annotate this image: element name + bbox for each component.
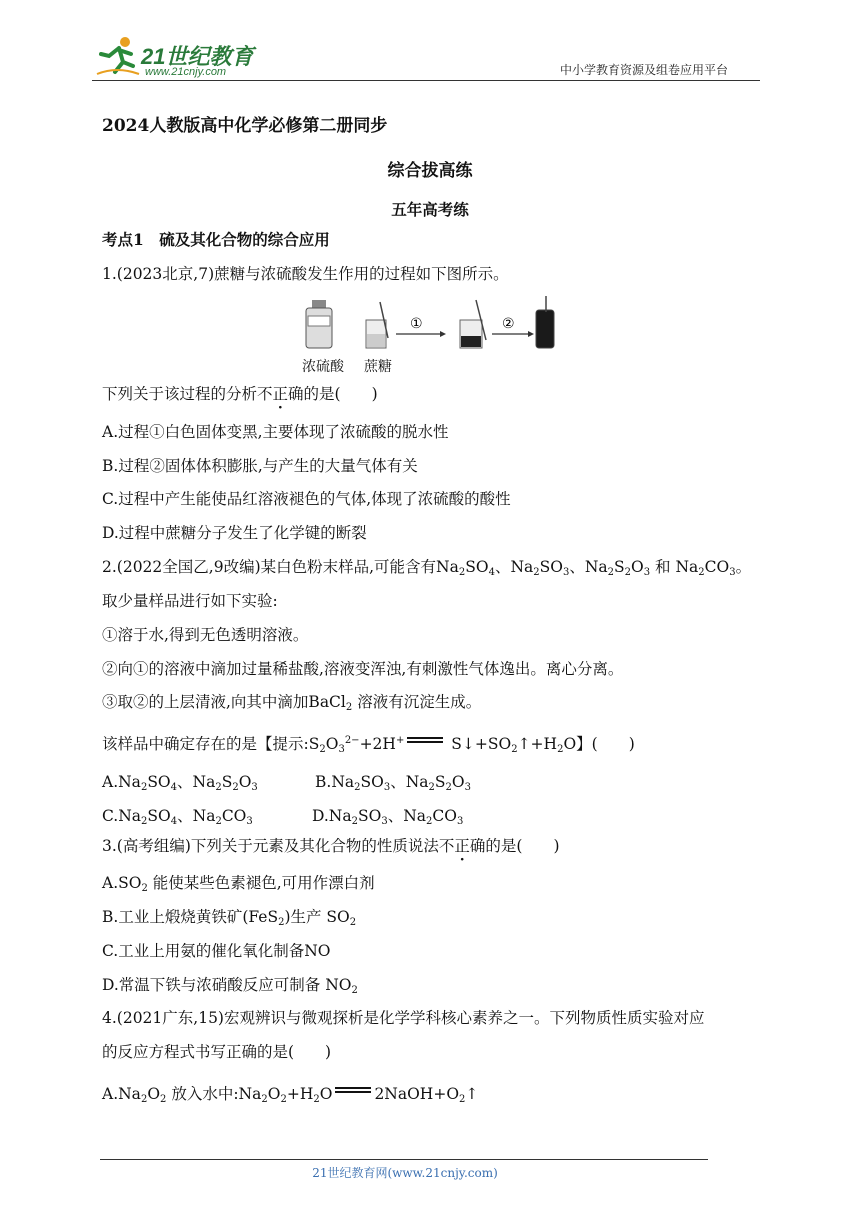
emphasis-not-correct: 不正确 bbox=[257, 385, 304, 403]
section-title: 五年高考练 bbox=[391, 200, 469, 219]
topic-heading: 考点1 硫及其化合物的综合应用 bbox=[102, 230, 330, 249]
q1-stem: 1.(2023北京,7)蔗糖与浓硫酸发生作用的过程如下图所示。 bbox=[102, 265, 509, 283]
q2-step-3: ③取②的上层清液,向其中滴加BaCl$_2$ 溶液有沉淀生成。 bbox=[102, 693, 482, 713]
q2-stem-line1: 2.(2022全国乙,9改编)某白色粉末样品,可能含有$Na_2SO_4$、$Na_2SO_3$、$Na_2S_2O_3$ 和 $Na_2CO_3$。 bbox=[102, 558, 752, 578]
header-logo bbox=[95, 36, 265, 82]
q1-option-a: A.过程①白色固体变黑,主要体现了浓硫酸的脱水性 bbox=[102, 423, 449, 441]
svg-text:①: ① bbox=[410, 316, 423, 332]
q2-step-1: ①溶于水,得到无色透明溶液。 bbox=[102, 626, 309, 644]
q3-option-c: C.工业上用氨的催化氧化制备NO bbox=[102, 942, 331, 960]
q3-stem: 3.(高考组编)下列关于元素及其化合物的性质说法不正确的是( ) bbox=[102, 837, 560, 855]
q1-ask: 下列关于该过程的分析不正确的是( ) bbox=[102, 385, 378, 403]
doc-subtitle: 综合拔高练 bbox=[387, 161, 473, 181]
q4-option-a: $A.Na_2O_2$ 放入水中$:Na_2O_2+H_2O$ $2NaOH+O_2↑$ bbox=[102, 1085, 479, 1105]
q2-step-2: ②向①的溶液中滴加过量稀盐酸,溶液变浑浊,有刺激性气体逸出。离心分离。 bbox=[102, 660, 624, 678]
q3-option-d: D.常温下铁与浓硝酸反应可制备 $NO_2$ bbox=[102, 976, 358, 996]
runner-logo-icon bbox=[95, 36, 141, 78]
svg-text:②: ② bbox=[502, 316, 515, 332]
logo-text: 21世纪教育 bbox=[141, 44, 254, 69]
q1-option-c: C.过程中产生能使品红溶液褪色的气体,体现了浓硫酸的酸性 bbox=[102, 490, 511, 508]
q3-option-a: $A.SO_2$ 能使某些色素褪色,可用作漂白剂 bbox=[102, 874, 375, 894]
q1-option-b: B.过程②固体体积膨胀,与产生的大量气体有关 bbox=[102, 457, 418, 475]
q1-option-d: D.过程中蔗糖分子发生了化学键的断裂 bbox=[102, 524, 367, 542]
logo-url: www.21cnjy.com bbox=[145, 66, 227, 78]
header-right-text: 中小学教育资源及组卷应用平台 bbox=[560, 63, 729, 77]
footer-text: 21世纪教育网(www.21cnjy.com) bbox=[312, 1166, 498, 1180]
q2-option-d: $D.Na_2SO_3$、$Na_2CO_3$ bbox=[312, 807, 464, 827]
q1-figure bbox=[300, 294, 560, 374]
q2-option-c: $C.Na_2SO_4$、$Na_2CO_3$ bbox=[102, 807, 253, 827]
emphasis-not-correct: 不正确 bbox=[438, 837, 486, 855]
q4-stem-line1: 4.(2021广东,15)宏观辨识与微观探析是化学学科核心素养之一。下列物质性质实验对应 bbox=[102, 1009, 705, 1027]
doc-title: 2024人教版高中化学必修第二册同步 bbox=[102, 116, 388, 136]
footer-divider bbox=[100, 1159, 708, 1160]
q2-stem-line2: 取少量样品进行如下实验: bbox=[102, 592, 278, 610]
q2-hint: 该样品中确定存在的是【提示$:S_2O_3^{2-}+2H^+$ $S↓+SO_2↑+H_2O$】( ) bbox=[102, 735, 635, 755]
q4-stem-line2: 的反应方程式书写正确的是( ) bbox=[102, 1043, 332, 1061]
header-divider bbox=[92, 80, 760, 81]
q3-option-b: B.工业上煅烧黄铁矿(FeS$_2$)生产 $SO_2$ bbox=[102, 908, 357, 928]
experiment-diagram bbox=[300, 294, 560, 354]
figure-label-sugar: 蔗糖 bbox=[364, 359, 392, 375]
figure-label-acid: 浓硫酸 bbox=[302, 359, 344, 375]
q2-option-b: $B.Na_2SO_3$、$Na_2S_2O_3$ bbox=[315, 773, 471, 793]
q2-option-a: $A.Na_2SO_4$、$Na_2S_2O_3$ bbox=[102, 773, 258, 793]
